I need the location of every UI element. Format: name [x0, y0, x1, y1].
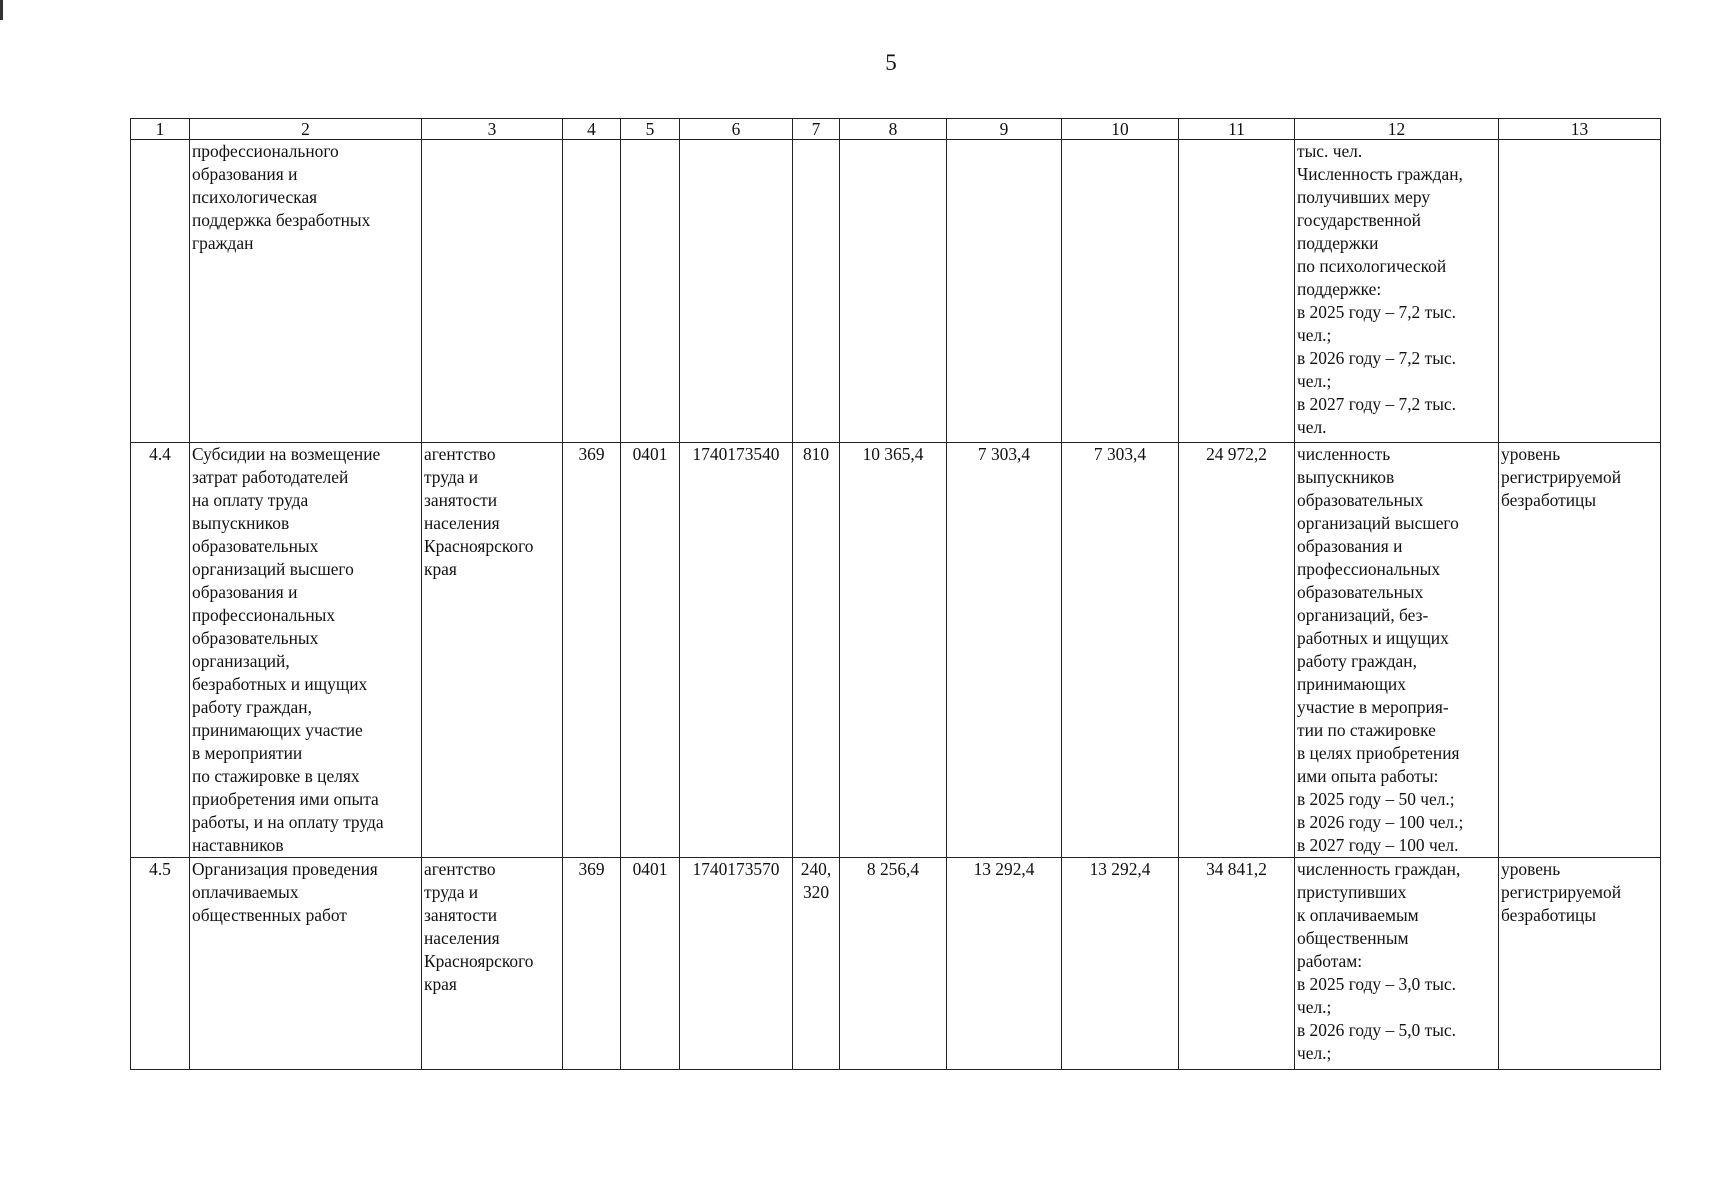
column-header: 3: [422, 119, 563, 140]
code-cell: 369: [563, 443, 621, 858]
item-number-cell: 4.5: [131, 858, 190, 1070]
executor-cell: агентство труда и занятости населения Красноярского края: [422, 858, 563, 1070]
amount-cell: 24 972,2: [1179, 443, 1295, 858]
result-cell: тыс. чел. Численность граждан, получивших меру государственной поддержки по психологической поддержке: в 2025 году – 7,2 тыс. чел.; в 2026 году – 7,2 тыс. чел.; в 2027 году – 7,2 тыс. чел.: [1295, 140, 1499, 443]
code-cell: [563, 140, 621, 443]
executor-cell: агентство труда и занятости населения Красноярского края: [422, 443, 563, 858]
amount-cell: [947, 140, 1062, 443]
budget-table: [130, 118, 1661, 1070]
column-header: 12: [1295, 119, 1499, 140]
measure-name-cell: профессионального образования и психологическая поддержка безработных граждан: [190, 140, 422, 443]
column-header: 5: [621, 119, 680, 140]
column-header: 1: [131, 119, 190, 140]
code-cell: 0401: [621, 443, 680, 858]
scan-mark: [0, 0, 3, 20]
column-header: 11: [1179, 119, 1295, 140]
amount-cell: 7 303,4: [947, 443, 1062, 858]
code-cell: 0401: [621, 858, 680, 1070]
measure-name-cell: Субсидии на возмещение затрат работодателей на оплату труда выпускников образовательных организаций высшего образования и профессиональных образовательных организаций, безработных и ищущих работу граждан, принимающих участие в мероприятии по стажировке в целях приобретения ими опыта работы, и на оплату труда наставников: [190, 443, 422, 858]
code-cell: [680, 140, 793, 443]
page-number: 5: [885, 50, 897, 75]
code-cell: [793, 140, 840, 443]
indicator-cell: [1499, 140, 1661, 443]
amount-cell: [840, 140, 947, 443]
column-header: 4: [563, 119, 621, 140]
table-row: [131, 140, 1661, 443]
executor-cell: [422, 140, 563, 443]
table-row: [131, 443, 1661, 858]
table-row: [131, 858, 1661, 1070]
amount-cell: [1179, 140, 1295, 443]
column-number-row: [131, 119, 1661, 140]
amount-cell: 10 365,4: [840, 443, 947, 858]
code-cell: 240, 320: [793, 858, 840, 1070]
result-cell: численность выпускников образовательных организаций высшего образования и профессиональных образовательных организаций, без- работных и ищущих работу граждан, принимающих участие в мероприя- тии по стажировке в целях приобретения ими опыта работы: в 2025 году – 50 чел.; в 2026 году – 100 чел.; в 2027 году – 100 чел.: [1295, 443, 1499, 858]
column-header: 6: [680, 119, 793, 140]
column-header: 9: [947, 119, 1062, 140]
column-header: 7: [793, 119, 840, 140]
measure-name-cell: Организация проведения оплачиваемых общественных работ: [190, 858, 422, 1070]
item-number-cell: [131, 140, 190, 443]
code-cell: 810: [793, 443, 840, 858]
column-header: 8: [840, 119, 947, 140]
amount-cell: 13 292,4: [947, 858, 1062, 1070]
amount-cell: 34 841,2: [1179, 858, 1295, 1070]
amount-cell: [1062, 140, 1179, 443]
item-number-cell: 4.4: [131, 443, 190, 858]
amount-cell: 13 292,4: [1062, 858, 1179, 1070]
indicator-cell: уровень регистрируемой безработицы: [1499, 858, 1661, 1070]
column-header: 10: [1062, 119, 1179, 140]
code-cell: 1740173540: [680, 443, 793, 858]
amount-cell: 8 256,4: [840, 858, 947, 1070]
column-header: 13: [1499, 119, 1661, 140]
amount-cell: 7 303,4: [1062, 443, 1179, 858]
column-header: 2: [190, 119, 422, 140]
code-cell: [621, 140, 680, 443]
result-cell: численность граждан, приступивших к оплачиваемым общественным работам: в 2025 году – 3,0 тыс. чел.; в 2026 году – 5,0 тыс. чел.;: [1295, 858, 1499, 1070]
code-cell: 1740173570: [680, 858, 793, 1070]
indicator-cell: уровень регистрируемой безработицы: [1499, 443, 1661, 858]
code-cell: 369: [563, 858, 621, 1070]
